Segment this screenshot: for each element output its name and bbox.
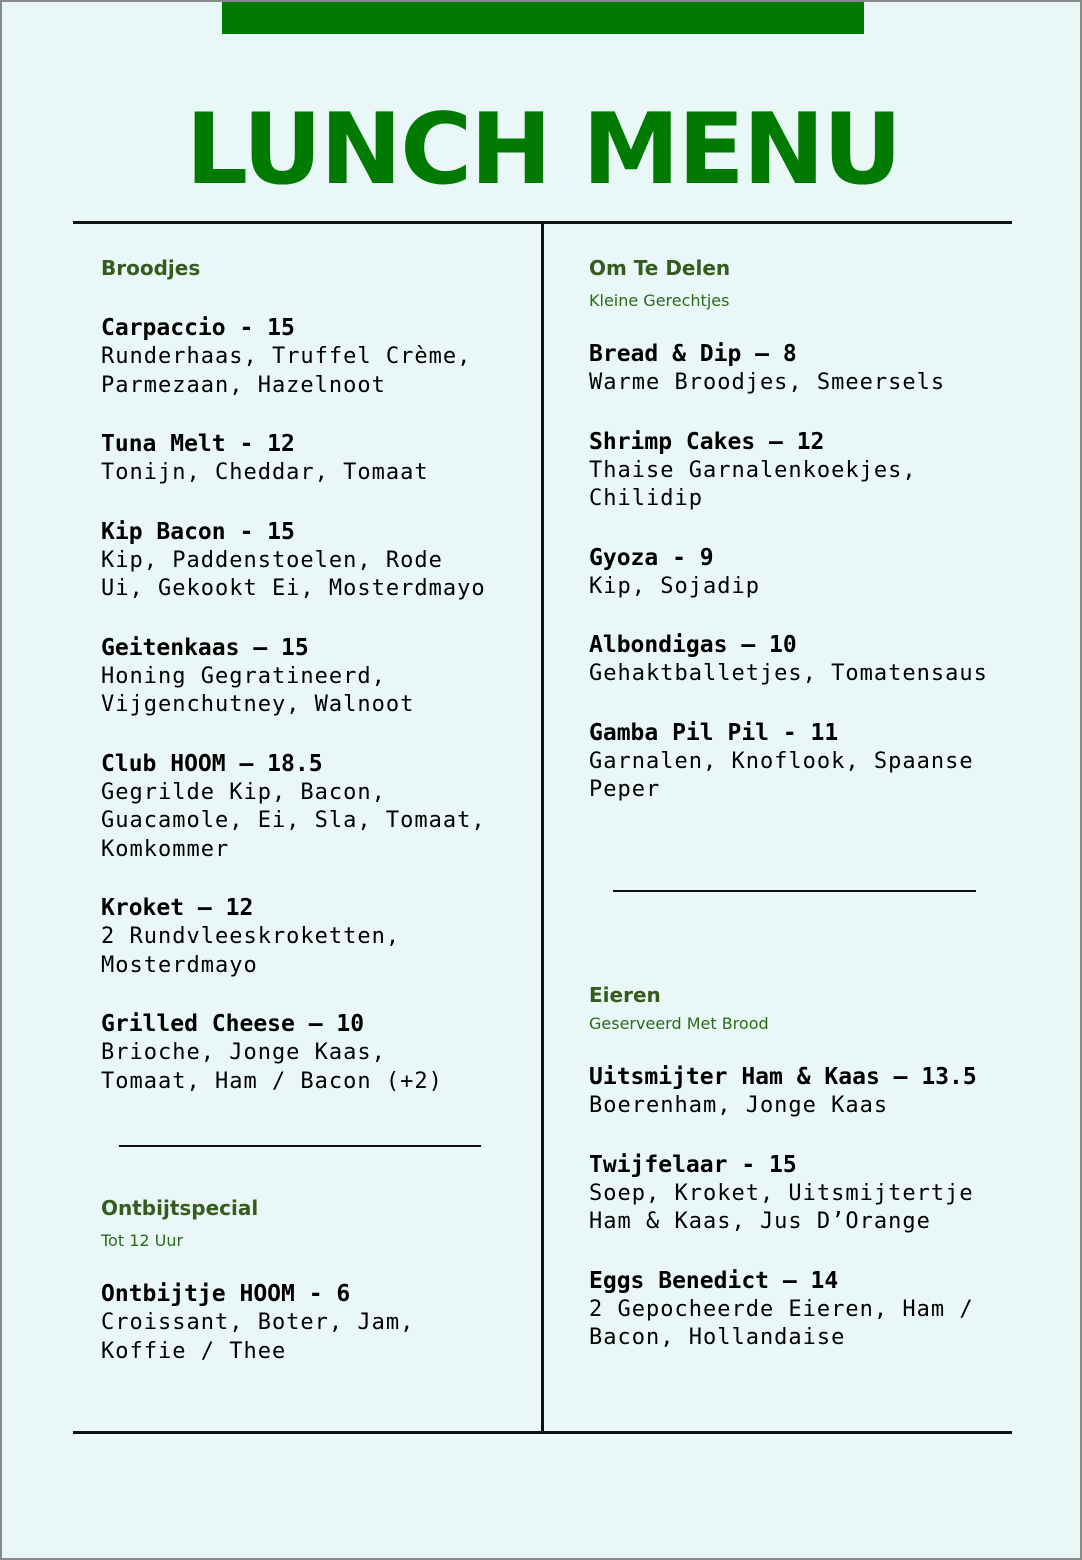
item-description: Boerenham, Jonge Kaas — [589, 1093, 889, 1118]
item-name: Uitsmijter Ham & Kaas – 13.5 — [589, 1064, 977, 1090]
menu-title: LUNCH MENU — [185, 93, 901, 207]
menu-item — [101, 518, 531, 604]
section-title: Ontbijtspecial — [101, 1196, 259, 1220]
menu-item — [589, 428, 1009, 514]
item-description: Garnalen, Knoflook, Spaanse Peper — [589, 748, 974, 802]
menu-item — [589, 719, 1009, 805]
item-description: Honing Gegratineerd, Vijgenchutney, Walnoot — [101, 663, 415, 717]
item-name: Kroket – 12 — [101, 895, 254, 921]
item-name: Ontbijtje HOOM - 6 — [101, 1281, 351, 1307]
item-description: Warme Broodjes, Smeersels — [589, 370, 946, 395]
section-subtitle: Kleine Gerechtjes — [589, 291, 730, 310]
section-om-te-delen — [589, 252, 1009, 805]
menu-item — [589, 1267, 1009, 1353]
menu-item — [101, 894, 531, 980]
section-separator — [613, 890, 976, 892]
section-eieren — [589, 979, 1009, 1353]
item-name: Kip Bacon - 15 — [101, 518, 295, 545]
menu-item — [101, 1280, 531, 1366]
item-list — [101, 314, 531, 1096]
item-name: Club HOOM – 18.5 — [101, 750, 323, 777]
item-name: Gyoza - 9 — [589, 544, 714, 571]
menu-item — [589, 544, 1009, 602]
section-title: Broodjes — [101, 256, 201, 280]
bottom-rule — [73, 1431, 1012, 1434]
menu-item — [589, 1063, 1009, 1121]
item-description: Brioche, Jonge Kaas, Tomaat, Ham / Bacon (+2) — [101, 1040, 443, 1094]
item-description: Kip, Paddenstoelen, Rode Ui, Gekookt Ei, Mosterdmayo — [101, 547, 486, 601]
item-description: Gehaktballetjes, Tomatensaus — [589, 661, 988, 686]
menu-item — [101, 314, 531, 400]
item-name: Gamba Pil Pil - 11 — [589, 719, 839, 746]
section-subtitle: Tot 12 Uur — [101, 1231, 184, 1250]
item-name: Bread & Dip – 8 — [589, 341, 797, 367]
item-name: Albondigas – 10 — [589, 632, 797, 658]
item-name: Grilled Cheese – 10 — [101, 1011, 365, 1037]
section-title: Om Te Delen — [589, 256, 731, 280]
item-name: Twijfelaar - 15 — [589, 1151, 797, 1178]
item-name: Tuna Melt - 12 — [101, 431, 295, 457]
section-subtitle: Geserveerd Met Brood — [589, 1014, 769, 1033]
section-title: Eieren — [589, 983, 661, 1007]
item-description: Thaise Garnalenkoekjes, Chilidip — [589, 457, 917, 511]
menu-item — [101, 1010, 531, 1096]
item-description: Kip, Sojadip — [589, 573, 760, 599]
menu-item — [589, 1151, 1009, 1237]
item-name: Eggs Benedict – 14 — [589, 1267, 839, 1294]
item-description: 2 Rundvleeskroketten, Mosterdmayo — [101, 924, 401, 978]
menu-item — [101, 750, 531, 865]
item-description: Croissant, Boter, Jam, Koffie / Thee — [101, 1310, 415, 1364]
column-divider — [541, 221, 544, 1434]
item-description: 2 Gepocheerde Eieren, Ham / Bacon, Hollandaise — [589, 1296, 974, 1350]
item-name: Geitenkaas – 15 — [101, 634, 309, 661]
item-description: Runderhaas, Truffel Crème, Parmezaan, Hazelnoot — [101, 344, 472, 398]
item-description: Gegrilde Kip, Bacon, Guacamole, Ei, Sla, Tomaat, Komkommer — [101, 779, 486, 862]
menu-item — [101, 634, 531, 720]
item-name: Carpaccio - 15 — [101, 315, 295, 341]
menu-item — [101, 430, 531, 488]
top-accent-bar — [222, 2, 864, 34]
item-name: Shrimp Cakes – 12 — [589, 428, 825, 455]
section-separator — [119, 1145, 481, 1147]
item-description: Soep, Kroket, Uitsmijtertje Ham & Kaas, Jus D’Orange — [589, 1180, 974, 1234]
menu-item — [589, 340, 1009, 398]
section-broodjes — [101, 252, 531, 1096]
section-ontbijtspecial — [101, 1192, 531, 1366]
menu-item — [589, 631, 1009, 689]
item-description: Tonijn, Cheddar, Tomaat — [101, 460, 429, 485]
